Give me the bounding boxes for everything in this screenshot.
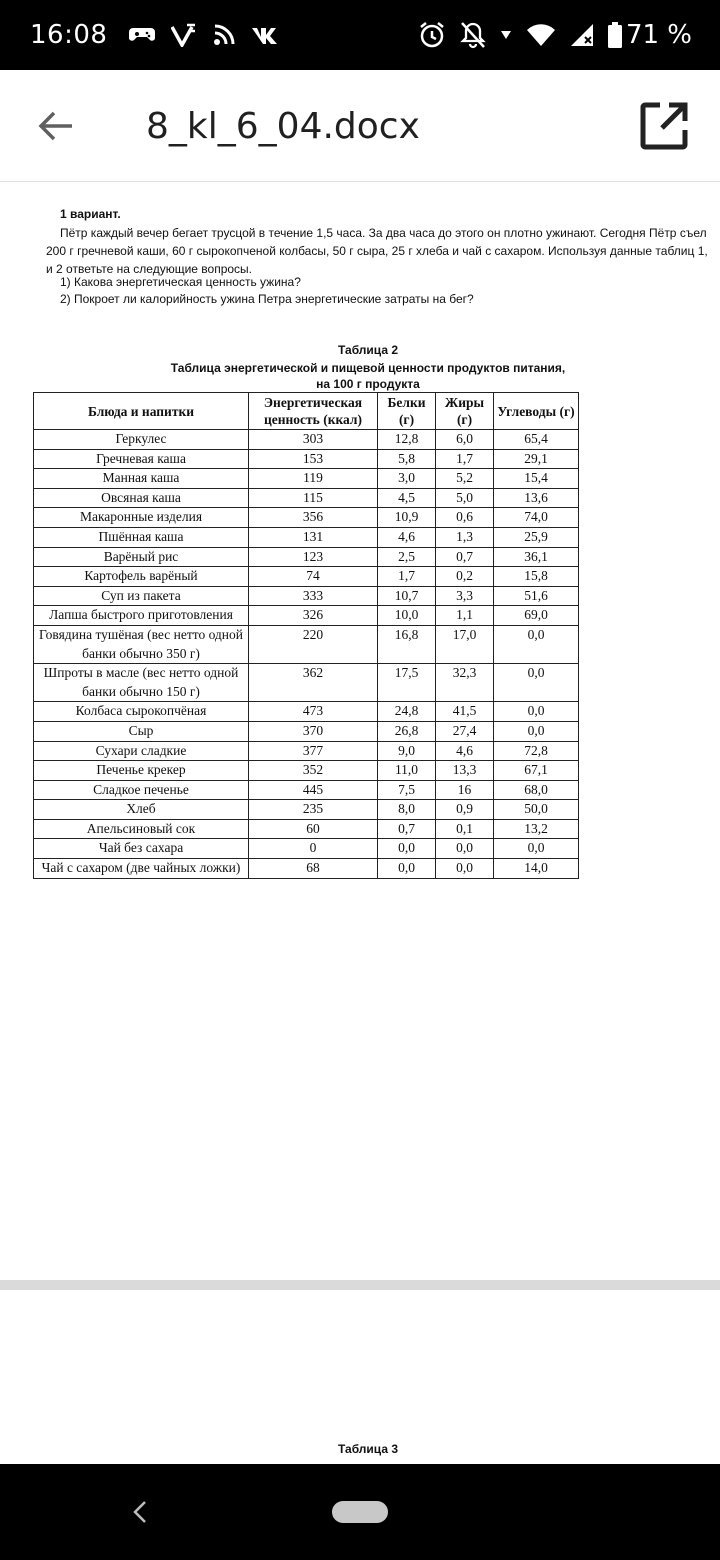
cell-dish: Макаронные изделия bbox=[34, 508, 249, 528]
cell-fat: 5,2 bbox=[436, 469, 494, 489]
table-row bbox=[34, 859, 579, 879]
table-row bbox=[34, 839, 579, 859]
table-row bbox=[34, 488, 579, 508]
cell-energy: 115 bbox=[249, 488, 378, 508]
cell-energy: 220 bbox=[249, 625, 378, 663]
cell-dish: Хлеб bbox=[34, 800, 249, 820]
cell-energy: 352 bbox=[249, 761, 378, 781]
cell-carbs: 50,0 bbox=[494, 800, 579, 820]
wifi-icon bbox=[526, 23, 556, 47]
cell-protein: 16,8 bbox=[378, 625, 436, 663]
cell-protein: 0,0 bbox=[378, 839, 436, 859]
cell-carbs: 36,1 bbox=[494, 547, 579, 567]
data-arrow-icon bbox=[500, 29, 512, 41]
nav-back-icon bbox=[132, 1500, 148, 1524]
cell-carbs: 51,6 bbox=[494, 586, 579, 606]
cell-dish: Лапша быстрого приготовления bbox=[34, 606, 249, 626]
cell-carbs: 65,4 bbox=[494, 430, 579, 450]
table-label: Таблица 2 bbox=[337, 343, 399, 357]
header-dish: Блюда и напитки bbox=[34, 393, 249, 430]
cell-fat: 0,1 bbox=[436, 819, 494, 839]
cell-protein: 4,6 bbox=[378, 527, 436, 547]
cell-fat: 0,9 bbox=[436, 800, 494, 820]
cell-carbs: 74,0 bbox=[494, 508, 579, 528]
home-pill-icon[interactable] bbox=[332, 1501, 388, 1523]
cell-energy: 119 bbox=[249, 469, 378, 489]
cell-dish: Шпроты в масле (вес нетто одной банки обычно 150 г) bbox=[34, 664, 249, 702]
cell-carbs: 0,0 bbox=[494, 664, 579, 702]
cell-fat: 16 bbox=[436, 780, 494, 800]
cell-fat: 0,0 bbox=[436, 839, 494, 859]
cell-carbs: 0,0 bbox=[494, 839, 579, 859]
question-2: 2) Покроет ли калорийность ужина Петра энергетические затраты на бег? bbox=[60, 292, 474, 306]
cell-energy: 60 bbox=[249, 819, 378, 839]
nav-back-button[interactable] bbox=[124, 1496, 156, 1528]
cell-dish: Чай с сахаром (две чайных ложки) bbox=[34, 859, 249, 879]
cell-carbs: 13,6 bbox=[494, 488, 579, 508]
table-row bbox=[34, 625, 579, 663]
cell-energy: 68 bbox=[249, 859, 378, 879]
cell-protein: 2,5 bbox=[378, 547, 436, 567]
cell-energy: 445 bbox=[249, 780, 378, 800]
header-carbs: Углеводы (г) bbox=[494, 393, 579, 430]
nutrition-table bbox=[33, 392, 579, 879]
cell-carbs: 29,1 bbox=[494, 449, 579, 469]
cell-energy: 235 bbox=[249, 800, 378, 820]
cell-dish: Варёный рис bbox=[34, 547, 249, 567]
signal-icon bbox=[570, 23, 594, 47]
table-row bbox=[34, 702, 579, 722]
question-1: 1) Какова энергетическая ценность ужина? bbox=[60, 275, 301, 289]
cell-fat: 1,1 bbox=[436, 606, 494, 626]
cell-protein: 17,5 bbox=[378, 664, 436, 702]
cell-protein: 3,0 bbox=[378, 469, 436, 489]
app-bar bbox=[0, 70, 720, 182]
cell-carbs: 15,4 bbox=[494, 469, 579, 489]
cell-fat: 17,0 bbox=[436, 625, 494, 663]
vk-icon bbox=[251, 26, 281, 44]
cell-fat: 3,3 bbox=[436, 586, 494, 606]
cell-protein: 7,5 bbox=[378, 780, 436, 800]
cell-energy: 123 bbox=[249, 547, 378, 567]
cell-dish: Колбаса сырокопчёная bbox=[34, 702, 249, 722]
cell-protein: 10,0 bbox=[378, 606, 436, 626]
header-fat: Жиры (г) bbox=[436, 393, 494, 430]
cell-fat: 27,4 bbox=[436, 721, 494, 741]
table-row bbox=[34, 430, 579, 450]
cell-energy: 326 bbox=[249, 606, 378, 626]
table-body bbox=[34, 430, 579, 879]
cell-energy: 131 bbox=[249, 527, 378, 547]
cell-protein: 26,8 bbox=[378, 721, 436, 741]
cell-fat: 6,0 bbox=[436, 430, 494, 450]
page-separator bbox=[0, 1280, 720, 1290]
cell-energy: 303 bbox=[249, 430, 378, 450]
cell-energy: 0 bbox=[249, 839, 378, 859]
cell-dish: Сухари сладкие bbox=[34, 741, 249, 761]
table-row bbox=[34, 606, 579, 626]
cell-dish: Апельсиновый сок bbox=[34, 819, 249, 839]
table-row bbox=[34, 449, 579, 469]
v-app-icon bbox=[171, 23, 197, 47]
table-title: Таблица энергетической и пищевой ценности продуктов питания, bbox=[170, 361, 566, 375]
table-subtitle: на 100 г продукта bbox=[316, 377, 420, 391]
cell-fat: 0,6 bbox=[436, 508, 494, 528]
notifications-off-icon bbox=[460, 21, 486, 49]
cell-protein: 0,0 bbox=[378, 859, 436, 879]
cell-protein: 11,0 bbox=[378, 761, 436, 781]
cell-dish: Суп из пакета bbox=[34, 586, 249, 606]
cell-carbs: 0,0 bbox=[494, 721, 579, 741]
cell-carbs: 67,1 bbox=[494, 761, 579, 781]
table-row bbox=[34, 721, 579, 741]
cell-energy: 377 bbox=[249, 741, 378, 761]
cell-energy: 333 bbox=[249, 586, 378, 606]
cell-carbs: 14,0 bbox=[494, 859, 579, 879]
cell-energy: 370 bbox=[249, 721, 378, 741]
cell-protein: 10,9 bbox=[378, 508, 436, 528]
cell-carbs: 72,8 bbox=[494, 741, 579, 761]
header-protein: Белки (г) bbox=[378, 393, 436, 430]
cell-fat: 4,6 bbox=[436, 741, 494, 761]
document-title: 8_kl_6_04.docx bbox=[146, 106, 420, 147]
cell-dish: Чай без сахара bbox=[34, 839, 249, 859]
cell-energy: 74 bbox=[249, 567, 378, 587]
battery-icon bbox=[608, 22, 622, 48]
game-controller-icon bbox=[129, 24, 155, 46]
cell-protein: 9,0 bbox=[378, 741, 436, 761]
cell-energy: 356 bbox=[249, 508, 378, 528]
cell-carbs: 13,2 bbox=[494, 819, 579, 839]
cell-protein: 10,7 bbox=[378, 586, 436, 606]
table-row bbox=[34, 469, 579, 489]
table-row bbox=[34, 508, 579, 528]
table-row bbox=[34, 586, 579, 606]
cell-protein: 12,8 bbox=[378, 430, 436, 450]
cell-fat: 41,5 bbox=[436, 702, 494, 722]
cell-dish: Печенье крекер bbox=[34, 761, 249, 781]
table-header-row bbox=[34, 393, 579, 430]
cell-fat: 5,0 bbox=[436, 488, 494, 508]
cell-fat: 13,3 bbox=[436, 761, 494, 781]
variant-heading: 1 вариант. bbox=[60, 207, 121, 221]
cell-dish: Пшённая каша bbox=[34, 527, 249, 547]
open-external-button[interactable] bbox=[634, 96, 694, 156]
next-table-label: Таблица 3 bbox=[337, 1442, 399, 1456]
cell-fat: 32,3 bbox=[436, 664, 494, 702]
table-row bbox=[34, 780, 579, 800]
table-row bbox=[34, 761, 579, 781]
cell-dish: Сладкое печенье bbox=[34, 780, 249, 800]
cell-fat: 0,0 bbox=[436, 859, 494, 879]
cell-protein: 24,8 bbox=[378, 702, 436, 722]
battery-percent: 71 % bbox=[625, 20, 692, 50]
cell-carbs: 0,0 bbox=[494, 702, 579, 722]
cell-fat: 0,2 bbox=[436, 567, 494, 587]
header-energy: Энергетическая ценность (ккал) bbox=[249, 393, 378, 430]
rss-icon bbox=[213, 24, 235, 46]
cell-carbs: 25,9 bbox=[494, 527, 579, 547]
cell-dish: Манная каша bbox=[34, 469, 249, 489]
cell-fat: 1,7 bbox=[436, 449, 494, 469]
cell-carbs: 69,0 bbox=[494, 606, 579, 626]
cell-energy: 153 bbox=[249, 449, 378, 469]
table-row bbox=[34, 547, 579, 567]
table-row bbox=[34, 741, 579, 761]
cell-carbs: 15,8 bbox=[494, 567, 579, 587]
table-row bbox=[34, 800, 579, 820]
table-row bbox=[34, 664, 579, 702]
cell-fat: 0,7 bbox=[436, 547, 494, 567]
open-external-icon bbox=[638, 100, 690, 152]
cell-fat: 1,3 bbox=[436, 527, 494, 547]
cell-protein: 5,8 bbox=[378, 449, 436, 469]
cell-carbs: 0,0 bbox=[494, 625, 579, 663]
cell-dish: Сыр bbox=[34, 721, 249, 741]
cell-protein: 8,0 bbox=[378, 800, 436, 820]
cell-dish: Овсяная каша bbox=[34, 488, 249, 508]
cell-energy: 362 bbox=[249, 664, 378, 702]
table-row bbox=[34, 527, 579, 547]
document-page[interactable] bbox=[0, 183, 720, 1280]
cell-energy: 473 bbox=[249, 702, 378, 722]
status-time: 16:08 bbox=[30, 20, 108, 50]
cell-carbs: 68,0 bbox=[494, 780, 579, 800]
table-row bbox=[34, 819, 579, 839]
table-row bbox=[34, 567, 579, 587]
status-bar bbox=[0, 0, 720, 70]
cell-dish: Геркулес bbox=[34, 430, 249, 450]
cell-protein: 4,5 bbox=[378, 488, 436, 508]
cell-dish: Говядина тушёная (вес нетто одной банки обычно 350 г) bbox=[34, 625, 249, 663]
cell-protein: 0,7 bbox=[378, 819, 436, 839]
arrow-back-icon bbox=[38, 110, 74, 142]
document-page-2[interactable] bbox=[0, 1290, 720, 1464]
cell-dish: Картофель варёный bbox=[34, 567, 249, 587]
back-button[interactable] bbox=[34, 104, 78, 148]
cell-dish: Гречневая каша bbox=[34, 449, 249, 469]
task-text: Пётр каждый вечер бегает трусцой в течение 1,5 часа. За два часа до этого он плотно ужинают. Сегодня Пётр съел 200 г гречневой каши, 60 г сырокопченой колбасы, 50 г сыра, 25 г хлеба и чай с сахаром. Используя данные таблиц 1, и 2 ответьте на следующие вопросы. bbox=[46, 226, 708, 276]
cell-protein: 1,7 bbox=[378, 567, 436, 587]
alarm-icon bbox=[418, 21, 446, 49]
navigation-bar bbox=[0, 1464, 720, 1560]
